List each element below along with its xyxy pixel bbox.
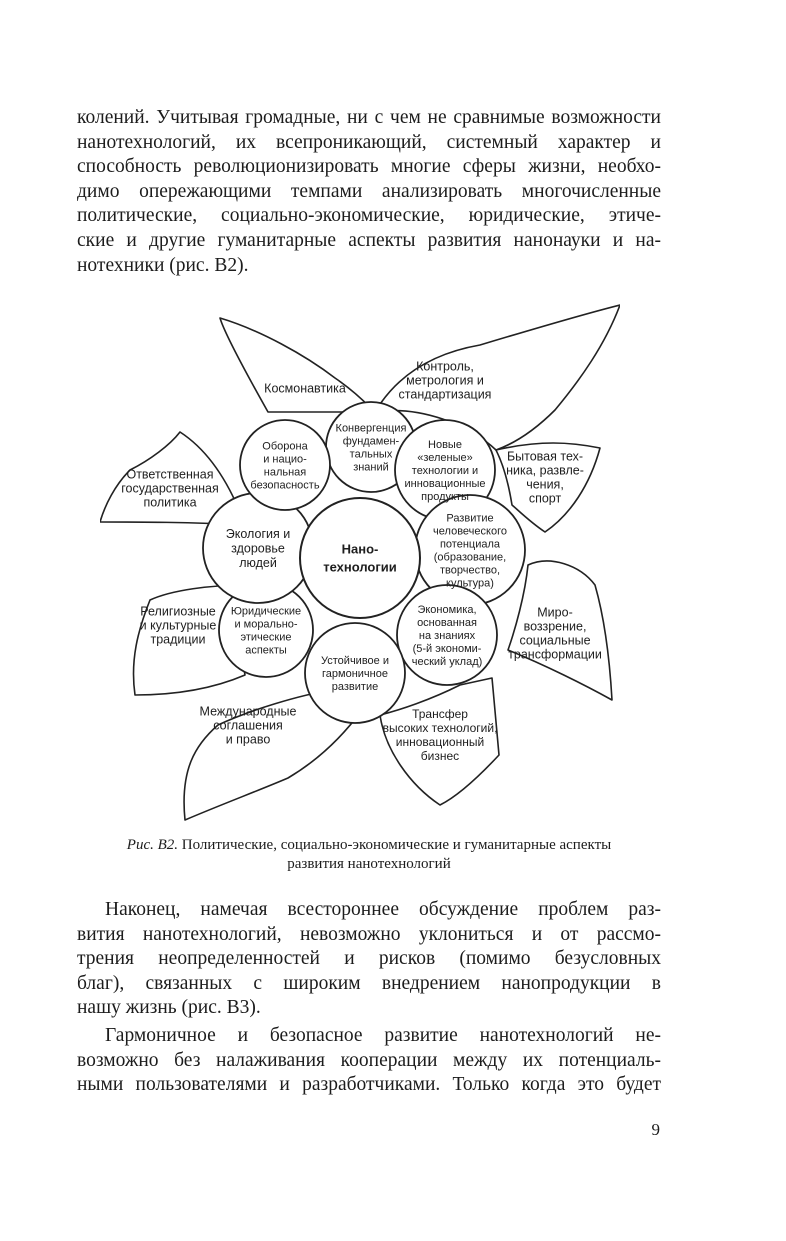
text-line: Наконец, намечая всестороннее обсуждение проблем раз- <box>105 899 661 920</box>
text-line: Гармоничное и безопасное развитие нанотехнологий не- <box>105 1025 661 1046</box>
inner-circle-label: Новые «зеленые» технологии и инновационные продукты <box>404 438 486 503</box>
paragraph-1 <box>77 106 661 278</box>
text-line: ными пользователями и разработчиками. Только когда это будет <box>77 1074 661 1096</box>
petal-label: Бытовая тех-ника, развле-чения, спорт <box>506 449 584 506</box>
text-line: трения неопределенностей и рисков (помимо безусловных <box>77 948 661 970</box>
text-line: благ), связанных с широким внедрением нанопродукции в <box>77 972 661 994</box>
text-line: нашу жизнь (рис. В3). <box>77 997 261 1019</box>
petal-label: Контроль, метрология и стандартизация <box>398 359 492 402</box>
inner-circle-label: Оборона и нацио-нальная безопасность <box>250 440 320 492</box>
inner-circle-label: Устойчивое и гармоничное развитие <box>321 654 389 693</box>
text-line: нанотехнологий, их всепроникающий, системный характер и <box>77 131 661 153</box>
text-line: способность революционизировать многие сферы жизни, необхо- <box>77 156 661 178</box>
petal-cosmonautics <box>220 318 375 412</box>
inner-circle-label: Конвергенция фундамен-тальных знаний <box>335 422 407 474</box>
inner-circle-label: Экология и здоровье людей <box>225 526 291 570</box>
petal-label: Миро-воззрение, социальные трансформации <box>508 605 602 662</box>
text-line: нотехники (рис. В2). <box>77 254 249 276</box>
diagram-svg <box>100 300 620 830</box>
petal-label: Космонавтика <box>264 381 346 396</box>
text-line: возможно без налаживания кооперации между их потенциаль- <box>77 1049 661 1071</box>
text-line: вития нанотехнологий, невозможно уклониться и от рассмо- <box>77 923 661 945</box>
nanotech-aspects-diagram <box>100 300 620 830</box>
text-line: колений. Учитывая громадные, ни с чем не сравнимые возможности <box>77 107 661 128</box>
page-number: 9 <box>651 1120 660 1139</box>
caption-line-1: Политические, социально-экономические и гуманитарные аспекты <box>181 837 612 853</box>
paragraph-3 <box>77 1024 661 1098</box>
figure-caption <box>77 836 661 874</box>
circle-nanotechnology-center <box>300 498 420 618</box>
caption-label: Рис. В2. <box>126 837 179 853</box>
paragraph-2 <box>77 898 661 1021</box>
text-line: димо опережающими темпами анализировать многочисленные <box>77 180 661 202</box>
petal-label: Ответственная государственная политика <box>121 467 219 510</box>
petal-label: Религиозные и культурные традиции <box>139 604 217 647</box>
text-line: ские и другие гуманитарные аспекты развития нанонауки и на- <box>77 229 661 251</box>
inner-circle-label: Экономика, основанная на знаниях (5-й экономи-ческий уклад) <box>411 603 483 668</box>
caption-line-2: развития нанотехнологий <box>287 856 451 872</box>
text-line: политические, социально-экономические, юридические, этиче- <box>77 205 661 227</box>
petal-label: Международные соглашения и право <box>199 704 297 747</box>
center-label: Нано-технологии <box>323 541 397 575</box>
inner-circle-label: Развитие человеческого потенциала (образование, творчество, культура) <box>433 512 507 590</box>
inner-circle-label: Юридические и морально-этические аспекты <box>230 605 302 657</box>
petal-label: Трансфер высоких технологий, инновационный бизнес <box>382 707 498 764</box>
